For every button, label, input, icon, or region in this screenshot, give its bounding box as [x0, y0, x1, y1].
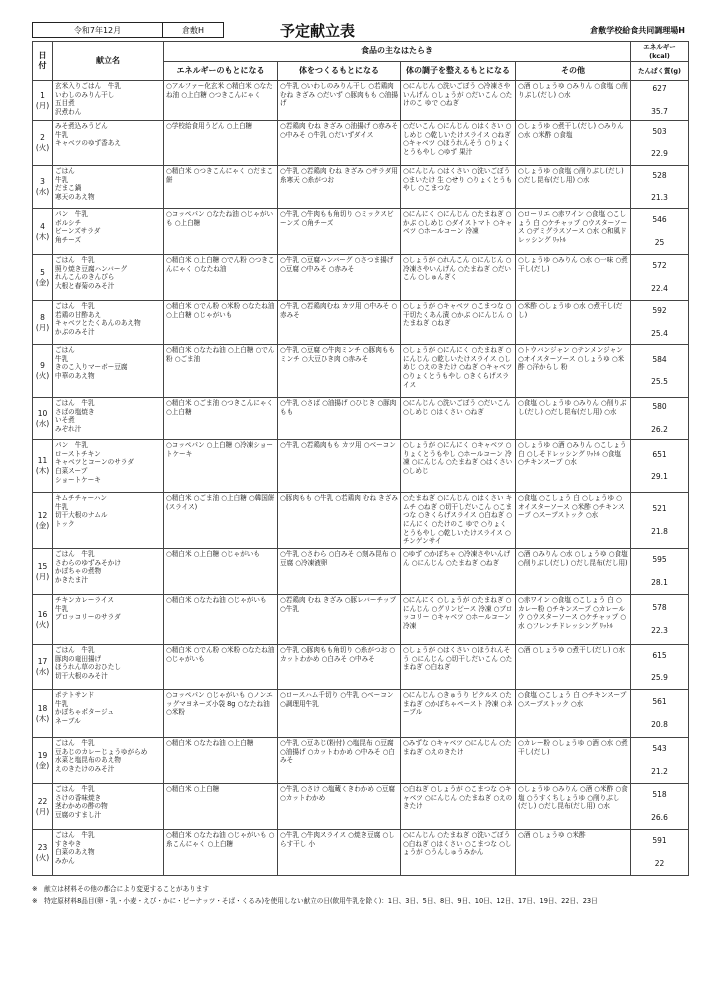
- protein-value: 22: [654, 858, 665, 868]
- table-row: [33, 738, 689, 784]
- protein-value: 22.9: [651, 149, 668, 159]
- day: 15: [37, 561, 48, 571]
- energy-foods: ○精白米 ○上白糖 ○じゃがいも: [164, 549, 278, 595]
- table-row: [33, 301, 689, 345]
- energy-foods: ○精白米 ○でん粉 ○米粉 ○なたね油 ○上白糖 ○じゃがいも: [164, 301, 278, 345]
- body-foods: ○牛乳 ○豆腐 ○牛肉ミンチ ○豚肉ももミンチ ○大豆ひき肉 ○赤みそ: [278, 345, 401, 398]
- protein-value: 26.6: [651, 812, 668, 822]
- protein-value: 25.5: [651, 377, 668, 387]
- kitchen-name: 倉敷学校給食共同調理場H: [590, 26, 685, 35]
- menu-cell: [53, 255, 164, 301]
- energy-foods: ○コッペパン ○上白糖 ○冷凍ショートケーキ: [164, 440, 278, 493]
- condition-foods: ○しょうが ○にんにく ○たまねぎ ○にんじん ○乾しいたけスライス ○しめじ ○えのきたけ ○ねぎ ○キャベツ ○りょくとうもやし ○きくらげスライス: [401, 345, 516, 398]
- condition-foods: ○にんじん ○きゅうり ピクルス ○たまねぎ ○かぼちゃペースト 冷凍 ○ネーブル: [401, 690, 516, 738]
- menu-cell: [53, 690, 164, 738]
- weekday: (水): [35, 418, 50, 428]
- kcal-value: 503: [652, 126, 667, 136]
- menu-item: さわらのゆずみそかけ: [55, 558, 121, 567]
- nutrition-cell: [631, 549, 689, 595]
- menu-item: 角チーズ: [55, 235, 82, 244]
- day: 11: [37, 456, 48, 466]
- menu-item: 牛乳: [55, 604, 69, 613]
- date-cell: [33, 595, 53, 645]
- table-row: [33, 345, 689, 398]
- body-foods: ○牛乳 ○牛肉もも角切り ○ミックスビーンズ ○角チーズ: [278, 209, 401, 255]
- day: 17: [37, 657, 48, 667]
- other-foods: ○しょうゆ ○食塩 ○削りぶし(だし) ○だし昆布(だし用) ○水: [516, 166, 631, 209]
- weekday: (月): [35, 322, 50, 332]
- other-foods: ○食塩 ○こしょう 白 ○チキンスープ ○スープストック ○水: [516, 690, 631, 738]
- page-title: 予定献立表: [280, 22, 356, 40]
- other-foods: ○しょうゆ ○みりん ○水 ○一味 ○煮干し(だし): [516, 255, 631, 301]
- condition-foods: ○にんにく ○しょうが ○たまねぎ ○にんじん ○グリンピース 冷凍 ○ブロッコリー ○キャベツ ○ホールコーン 冷凍: [401, 595, 516, 645]
- body-foods: ○牛乳 ○いわしのみりん干し ○若鶏肉 むね きざみ ○だいず ○豚肉もも ○油揚げ: [278, 81, 401, 121]
- protein-value: 21.8: [651, 526, 668, 536]
- menu-item: いそ煮: [55, 416, 75, 425]
- weekday: (火): [35, 852, 50, 862]
- menu-item: 豆腐のすまし汁: [55, 810, 102, 819]
- menu-item: 白菜スープ: [55, 466, 88, 475]
- menu-item: パン 牛乳: [55, 441, 88, 450]
- day: 12: [37, 510, 48, 520]
- energy-foods: ○コッペパン ○なたね油 ○じゃがいも ○上白糖: [164, 209, 278, 255]
- header-other: その他: [516, 62, 631, 81]
- menu-item: ほうれん草のおひたし: [55, 663, 121, 672]
- nutrition-cell: [631, 398, 689, 440]
- energy-foods: ○精白米 ○つきこんにゃく ○だまこ餅: [164, 166, 278, 209]
- menu-item: れんこんのきんぴら: [55, 273, 115, 282]
- menu-item: 牛乳: [55, 502, 69, 511]
- nutrition-cell: [631, 690, 689, 738]
- kcal-value: 561: [652, 697, 667, 707]
- table-row: [33, 81, 689, 121]
- nutrition-cell: [631, 166, 689, 209]
- date-cell: [33, 166, 53, 209]
- condition-foods: ○だいこん ○にんじん ○はくさい ○しめじ ○乾しいたけスライス ○ねぎ ○キャベツ ○ほうれんそう ○りょくとうもやし ○ゆず 果汁: [401, 121, 516, 166]
- day: 5: [40, 267, 45, 277]
- menu-item: 中華のあえ物: [55, 371, 95, 380]
- nutrition-cell: [631, 645, 689, 690]
- menu-item: ごはん 牛乳: [55, 831, 95, 840]
- table-row: [33, 830, 689, 876]
- energy-foods: ○アルファー化玄米 ○精白米 ○なたね油 ○上白糖 ○つきこんにゃく: [164, 81, 278, 121]
- energy-foods: ○精白米 ○なたね油 ○上白糖 ○でん粉 ○ごま油: [164, 345, 278, 398]
- nutrition-cell: [631, 830, 689, 876]
- menu-cell: [53, 301, 164, 345]
- protein-value: 21.3: [651, 193, 668, 203]
- menu-item: キャベツのゆず香あえ: [55, 139, 121, 148]
- other-foods: ○酒 ○しょうゆ ○米酢: [516, 830, 631, 876]
- condition-foods: ○ゆず ○かぼちゃ ○冷凍さやいんげん ○にんじん ○たまねぎ ○ねぎ: [401, 549, 516, 595]
- menu-item: みかん: [55, 856, 75, 865]
- date-cell: [33, 493, 53, 549]
- menu-cell: [53, 493, 164, 549]
- weekday: (水): [35, 667, 50, 677]
- menu-cell: [53, 166, 164, 209]
- body-foods: ○牛乳 ○さけ ○塩蔵くきわかめ ○豆腐 ○カットわかめ: [278, 784, 401, 830]
- protein-value: 28.1: [651, 577, 668, 587]
- protein-value: 20.8: [651, 719, 668, 729]
- menu-cell: [53, 784, 164, 830]
- day: 2: [40, 133, 45, 143]
- weekday: (火): [35, 619, 50, 629]
- kcal-value: 578: [652, 603, 667, 613]
- date-cell: [33, 301, 53, 345]
- date-cell: [33, 645, 53, 690]
- other-foods: ○酒 ○みりん ○水 ○しょうゆ ○食塩 ○削りぶし(だし) ○だし昆布(だし用): [516, 549, 631, 595]
- day: 1: [40, 90, 45, 100]
- menu-item: 白菜のあえ物: [55, 848, 95, 857]
- weekday: (木): [35, 466, 50, 476]
- condition-foods: ○白ねぎ ○しょうが ○こまつな ○キャベツ ○にんじん ○たまねぎ ○えのきたけ: [401, 784, 516, 830]
- menu-cell: [53, 81, 164, 121]
- other-foods: ○米酢 ○しょうゆ ○水 ○煮干し(だし): [516, 301, 631, 345]
- protein-value: 22.3: [651, 625, 668, 635]
- menu-item: ごはん 牛乳: [55, 256, 95, 265]
- weekday: (金): [35, 277, 50, 287]
- header-body: 体をつくるもとになる: [278, 62, 401, 81]
- menu-item: みぞれ汁: [55, 424, 82, 433]
- body-foods: ○牛乳 ○さわら ○白みそ ○刻み昆布 ○豆腐 ○冷凍液卵: [278, 549, 401, 595]
- body-foods: ○牛乳 ○牛肉スライス ○焼き豆腐 ○しらす干し 小: [278, 830, 401, 876]
- body-foods: ○若鶏肉 むね きざみ ○豚レバーチップ ○牛乳: [278, 595, 401, 645]
- menu-cell: [53, 440, 164, 493]
- other-foods: ○トウバンジャン ○テンメンジャン ○オイスターソース ○しょうゆ ○米酢 ○洋からし 粉: [516, 345, 631, 398]
- header-kcal: エネルギー(kcal): [631, 42, 689, 62]
- nutrition-cell: [631, 493, 689, 549]
- condition-foods: ○にんじん ○はくさい ○洗いごぼう ○まいたけ 生 ○せり ○りょくとうもやし ○こまつな: [401, 166, 516, 209]
- kcal-value: 615: [652, 650, 667, 660]
- protein-value: 26.2: [651, 424, 668, 434]
- menu-item: かきたま汁: [55, 575, 88, 584]
- menu-item: 照り焼き豆腐ハンバーグ: [55, 264, 128, 273]
- body-foods: ○牛乳 ○若鶏肉もも カツ用 ○ベーコン: [278, 440, 401, 493]
- other-foods: ○しょうゆ ○煮干し(だし) ○みりん ○水 ○米酢 ○食塩: [516, 121, 631, 166]
- date-cell: [33, 345, 53, 398]
- menu-item: 切干大根のナムル: [55, 511, 108, 520]
- menu-item: かぶのみそ汁: [55, 327, 95, 336]
- date-cell: [33, 830, 53, 876]
- kcal-value: 572: [652, 261, 667, 271]
- condition-foods: ○にんじん ○洗いごぼう ○冷凍さやいんげん ○しょうが ○だいこん ○たけのこ ゆで ○ねぎ: [401, 81, 516, 121]
- header-protein: たんぱく質(g): [631, 62, 689, 81]
- kcal-value: 651: [652, 449, 667, 459]
- menu-cell: [53, 121, 164, 166]
- condition-foods: ○しょうが ○はくさい ○ほうれんそう ○にんじん ○切干しだいこん ○たまねぎ ○白ねぎ: [401, 645, 516, 690]
- menu-item: ショートケーキ: [55, 475, 101, 484]
- kcal-value: 580: [652, 402, 667, 412]
- menu-item: ブロッコリーのサラダ: [55, 613, 121, 622]
- protein-value: 25.9: [651, 673, 668, 683]
- menu-item: えのきたけのみそ汁: [55, 764, 115, 773]
- menu-item: きのこ入りマーボー豆腐: [55, 363, 128, 372]
- date-cell: [33, 255, 53, 301]
- menu-cell: [53, 549, 164, 595]
- other-foods: ○しょうゆ ○酒 ○みりん ○こしょう 白 ○しそドレッシング ﾘｯﾄﾙ ○食塩 ○チキンスープ ○水: [516, 440, 631, 493]
- menu-item: 沢煮わん: [55, 107, 82, 116]
- menu-item: ごはん 牛乳: [55, 646, 95, 655]
- month-label: 令和7年12月: [32, 22, 163, 38]
- table-row: [33, 166, 689, 209]
- protein-value: 29.1: [651, 472, 668, 482]
- body-foods: ○牛乳 ○豚肉もも角切り ○糸がつお ○カットわかめ ○白みそ ○中みそ: [278, 645, 401, 690]
- header-condition: 体の調子を整えるもとになる: [401, 62, 516, 81]
- energy-foods: ○精白米 ○なたね油 ○じゃがいも: [164, 595, 278, 645]
- menu-item: 茎わかめの酢の物: [55, 802, 108, 811]
- menu-item: ごはん: [55, 346, 75, 355]
- condition-foods: ○にんじん ○たまねぎ ○洗いごぼう ○白ねぎ ○はくさい ○こまつな ○しょうが ○うんしゅうみかん: [401, 830, 516, 876]
- weekday: (水): [35, 187, 50, 197]
- energy-foods: ○コッペパン ○じゃがいも ○ノンエッグマヨネーズ小袋 8g ○なたね油 ○米粉: [164, 690, 278, 738]
- table-row: [33, 493, 689, 549]
- table-row: [33, 398, 689, 440]
- day: 16: [37, 609, 48, 619]
- menu-item: かぼちゃの煮物: [55, 567, 102, 576]
- condition-foods: ○みずな ○キャベツ ○にんじん ○たまねぎ ○えのきたけ: [401, 738, 516, 784]
- menu-item: トック: [55, 519, 75, 528]
- body-foods: ○牛乳 ○豆あじ(粉付) ○塩昆布 ○豆腐 ○油揚げ ○カットわかめ ○中みそ ○白みそ: [278, 738, 401, 784]
- day: 23: [37, 842, 48, 852]
- menu-cell: [53, 830, 164, 876]
- energy-foods: ○精白米 ○上白糖 ○でん粉 ○つきこんにゃく ○なたね油: [164, 255, 278, 301]
- menu-cell: [53, 345, 164, 398]
- nutrition-cell: [631, 301, 689, 345]
- body-foods: ○牛乳 ○若鶏肉 むね きざみ ○サラダ用糸寒天 ○糸がつお: [278, 166, 401, 209]
- table-row: [33, 690, 689, 738]
- menu-item: ごはん: [55, 167, 75, 176]
- menu-item: ビーンズサラダ: [55, 227, 101, 236]
- energy-foods: ○精白米 ○なたね油 ○上白糖: [164, 738, 278, 784]
- body-foods: ○牛乳 ○さば ○油揚げ ○ひじき ○豚肉もも: [278, 398, 401, 440]
- menu-item: 切干大根のみそ汁: [55, 671, 108, 680]
- menu-item: 牛乳: [55, 354, 69, 363]
- menu-item: ローストチキン: [55, 449, 101, 458]
- nutrition-cell: [631, 345, 689, 398]
- nutrition-cell: [631, 595, 689, 645]
- date-cell: [33, 209, 53, 255]
- kcal-value: 521: [652, 504, 667, 514]
- menu-cell: [53, 738, 164, 784]
- table-row: [33, 549, 689, 595]
- kcal-value: 627: [652, 84, 667, 94]
- kcal-value: 592: [652, 306, 667, 316]
- table-row: [33, 255, 689, 301]
- menu-item: ネーブル: [55, 716, 81, 725]
- menu-item: ごはん 牛乳: [55, 785, 95, 794]
- table-row: [33, 440, 689, 493]
- kcal-value: 518: [652, 790, 667, 800]
- menu-item: ごはん 牛乳: [55, 739, 95, 748]
- nutrition-cell: [631, 440, 689, 493]
- day: 10: [37, 408, 48, 418]
- kcal-value: 546: [652, 215, 667, 225]
- header-energy: エネルギーのもとになる: [164, 62, 278, 81]
- table-row: [33, 645, 689, 690]
- date-cell: [33, 121, 53, 166]
- day: 8: [40, 312, 45, 322]
- nutrition-cell: [631, 121, 689, 166]
- nutrition-cell: [631, 81, 689, 121]
- other-foods: ○食塩 ○しょうゆ ○みりん ○削りぶし(だし) ○だし昆布(だし用) ○水: [516, 398, 631, 440]
- menu-cell: [53, 595, 164, 645]
- header-date: 日付: [33, 42, 53, 81]
- other-foods: ○赤ワイン ○食塩 ○こしょう 白 ○カレー粉 ○チキンスープ ○カレールウ ○ウスターソース ○ケチャップ ○水 ○フレンチドレッシング ﾘｯﾄﾙ: [516, 595, 631, 645]
- menu-cell: [53, 398, 164, 440]
- other-foods: ○しょうゆ ○みりん ○酒 ○米酢 ○食塩 ○うすくちしょうゆ ○削りぶし(だし) ○だし昆布(だし用) ○水: [516, 784, 631, 830]
- menu-item: キムチチャーハン: [55, 494, 108, 503]
- protein-value: 21.2: [651, 766, 668, 776]
- weekday: (月): [35, 100, 50, 110]
- date-cell: [33, 549, 53, 595]
- menu-item: 牛乳: [55, 130, 69, 139]
- energy-foods: ○学校給食用うどん ○上白糖: [164, 121, 278, 166]
- kcal-value: 528: [652, 170, 667, 180]
- table-row: [33, 121, 689, 166]
- menu-item: 玄米入りごはん 牛乳: [55, 82, 121, 91]
- weekday: (金): [35, 760, 50, 770]
- weekday: (火): [35, 371, 50, 381]
- condition-foods: ○しょうが ○キャベツ ○こまつな ○干切たくあん漬 ○かぶ ○にんじん ○たまねぎ ○ねぎ: [401, 301, 516, 345]
- day: 22: [37, 796, 48, 806]
- menu-item: さばの塩焼き: [55, 407, 95, 416]
- other-foods: ○ローリエ ○赤ワイン ○食塩 ○こしょう 白 ○ケチャップ ○ウスターソース ○デミグラスソース ○水 ○和風ドレッシング ﾘｯﾄﾙ: [516, 209, 631, 255]
- condition-foods: ○にんじん ○洗いごぼう ○だいこん ○しめじ ○はくさい ○ねぎ: [401, 398, 516, 440]
- nutrition-cell: [631, 738, 689, 784]
- body-foods: ○若鶏肉 むね きざみ ○油揚げ ○赤みそ ○中みそ ○牛乳 ○だいずダイス: [278, 121, 401, 166]
- condition-foods: ○しょうが ○れんこん ○にんじん ○冷凍さやいんげん ○たまねぎ ○だいこん ○しゅんぎく: [401, 255, 516, 301]
- body-foods: ○牛乳 ○豆腐ハンバーグ ○さつま揚げ ○豆腐 ○中みそ ○赤みそ: [278, 255, 401, 301]
- weekday: (火): [35, 143, 50, 153]
- menu-item: 豚肉の竜田揚げ: [55, 654, 102, 663]
- day: 19: [37, 750, 48, 760]
- protein-value: 25.4: [651, 328, 668, 338]
- menu-table: [32, 41, 689, 876]
- menu-item: ポテトサンド: [55, 691, 95, 700]
- other-foods: ○食塩 ○こしょう 白 ○しょうゆ ○オイスターソース ○米酢 ○チキンスープ ○スープストック ○水: [516, 493, 631, 549]
- day: 9: [40, 361, 45, 371]
- site-label: 倉敷H: [162, 22, 224, 38]
- kcal-value: 543: [652, 744, 667, 754]
- notes: [32, 883, 598, 907]
- menu-item: 大根と春菊のみそ汁: [55, 281, 115, 290]
- other-foods: ○カレー粉 ○しょうゆ ○酒 ○水 ○煮干し(だし): [516, 738, 631, 784]
- weekday: (金): [35, 520, 50, 530]
- energy-foods: ○精白米 ○ごま油 ○つきこんにゃく ○上白糖: [164, 398, 278, 440]
- energy-foods: ○精白米 ○なたね油 ○じゃがいも ○糸こんにゃく ○上白糖: [164, 830, 278, 876]
- menu-item: かぼちゃポタージュ: [55, 708, 115, 717]
- weekday: (月): [35, 806, 50, 816]
- nutrition-cell: [631, 209, 689, 255]
- kcal-value: 584: [652, 354, 667, 364]
- menu-item: 五目煮: [55, 99, 75, 108]
- weekday: (月): [35, 571, 50, 581]
- condition-foods: ○にんにく ○にんじん ○たまねぎ ○かぶ ○しめじ ○ダイストマト ○キャベツ ○ホールコーン 冷凍: [401, 209, 516, 255]
- menu-item: みそ煮込みうどん: [55, 122, 108, 131]
- other-foods: ○酒 ○しょうゆ ○煮干し(だし) ○水: [516, 645, 631, 690]
- menu-item: ごはん 牛乳: [55, 399, 95, 408]
- day: 3: [40, 177, 45, 187]
- body-foods: ○豚肉もも ○牛乳 ○若鶏肉 むね きざみ: [278, 493, 401, 549]
- header-food-function: 食品の主なはたらき: [164, 42, 631, 62]
- menu-cell: [53, 209, 164, 255]
- condition-foods: ○しょうが ○にんにく ○キャベツ ○りょくとうもやし ○ホールコーン 冷凍 ○にんじん ○たまねぎ ○はくさい ○しめじ: [401, 440, 516, 493]
- menu-item: 豆あじのカレーじょうゆがらめ: [55, 747, 148, 756]
- nutrition-cell: [631, 784, 689, 830]
- body-foods: ○ロースハム千切り ○牛乳 ○ベーコン ○調理用牛乳: [278, 690, 401, 738]
- menu-item: すきやき: [55, 839, 82, 848]
- kcal-value: 595: [652, 555, 667, 565]
- weekday: (木): [35, 231, 50, 241]
- energy-foods: ○精白米 ○でん粉 ○米粉 ○なたね油 ○じゃがいも: [164, 645, 278, 690]
- date-cell: [33, 784, 53, 830]
- menu-item: キャベツとコーンのサラダ: [55, 458, 134, 467]
- menu-item: いわしのみりん干し: [55, 90, 115, 99]
- table-row: [33, 595, 689, 645]
- menu-item: チキンカレーライス: [55, 596, 115, 605]
- menu-item: 若鶏の甘酢あえ: [55, 310, 102, 319]
- energy-foods: ○精白米 ○上白糖: [164, 784, 278, 830]
- table-row: [33, 209, 689, 255]
- protein-value: 22.4: [651, 283, 668, 293]
- kcal-value: 591: [652, 836, 667, 846]
- date-cell: [33, 738, 53, 784]
- table-row: [33, 784, 689, 830]
- header-menu: 献立名: [53, 42, 164, 81]
- protein-value: 35.7: [651, 106, 668, 116]
- menu-item: キャベツとたくあんのあえ物: [55, 319, 141, 328]
- date-cell: [33, 440, 53, 493]
- other-foods: ○酒 ○しょうゆ ○みりん ○食塩 ○削りぶし(だし) ○水: [516, 81, 631, 121]
- weekday: (木): [35, 713, 50, 723]
- menu-cell: [53, 645, 164, 690]
- body-foods: ○牛乳 ○若鶏肉むね カツ用 ○中みそ ○赤みそ: [278, 301, 401, 345]
- menu-item: パン 牛乳: [55, 210, 88, 219]
- menu-item: ボルシチ: [55, 218, 82, 227]
- date-cell: [33, 398, 53, 440]
- day: 18: [37, 703, 48, 713]
- energy-foods: ○精白米 ○ごま油 ○上白糖 ○韓国餅(スライス): [164, 493, 278, 549]
- date-cell: [33, 690, 53, 738]
- menu-item: ごはん 牛乳: [55, 302, 95, 311]
- menu-item: 寒天のあえ物: [55, 192, 95, 201]
- menu-item: 牛乳: [55, 699, 69, 708]
- day: 4: [40, 221, 45, 231]
- nutrition-cell: [631, 255, 689, 301]
- protein-value: 25: [654, 237, 665, 247]
- note-line: ※ 献立は材料その他の都合により変更することがあります: [32, 885, 209, 893]
- menu-item: ごはん 牛乳: [55, 550, 95, 559]
- date-cell: [33, 81, 53, 121]
- menu-item: だまこ鍋: [55, 184, 82, 193]
- menu-item: さけの香味焼き: [55, 793, 102, 802]
- note-line: ※ 特定原材料8品目(卵・乳・小麦・えび・かに・ピーナッツ・そば・くるみ)を使用しない献立の日(飲用牛乳を除く)：1日、3日、5日、8日、9日、10日、12日、17日、19日、22日、23日: [32, 897, 598, 905]
- condition-foods: ○たまねぎ ○にんじん ○はくさい キムチ ○ねぎ ○切干しだいこん ○こまつな ○きくらげスライス ○白ねぎ ○にんにく ○たけのこ ゆで ○りょくとうもやし ○乾しいたけスライス ○チンゲンサイ: [401, 493, 516, 549]
- menu-item: 牛乳: [55, 175, 69, 184]
- menu-item: 水菜と塩昆布のあえ物: [55, 756, 121, 765]
